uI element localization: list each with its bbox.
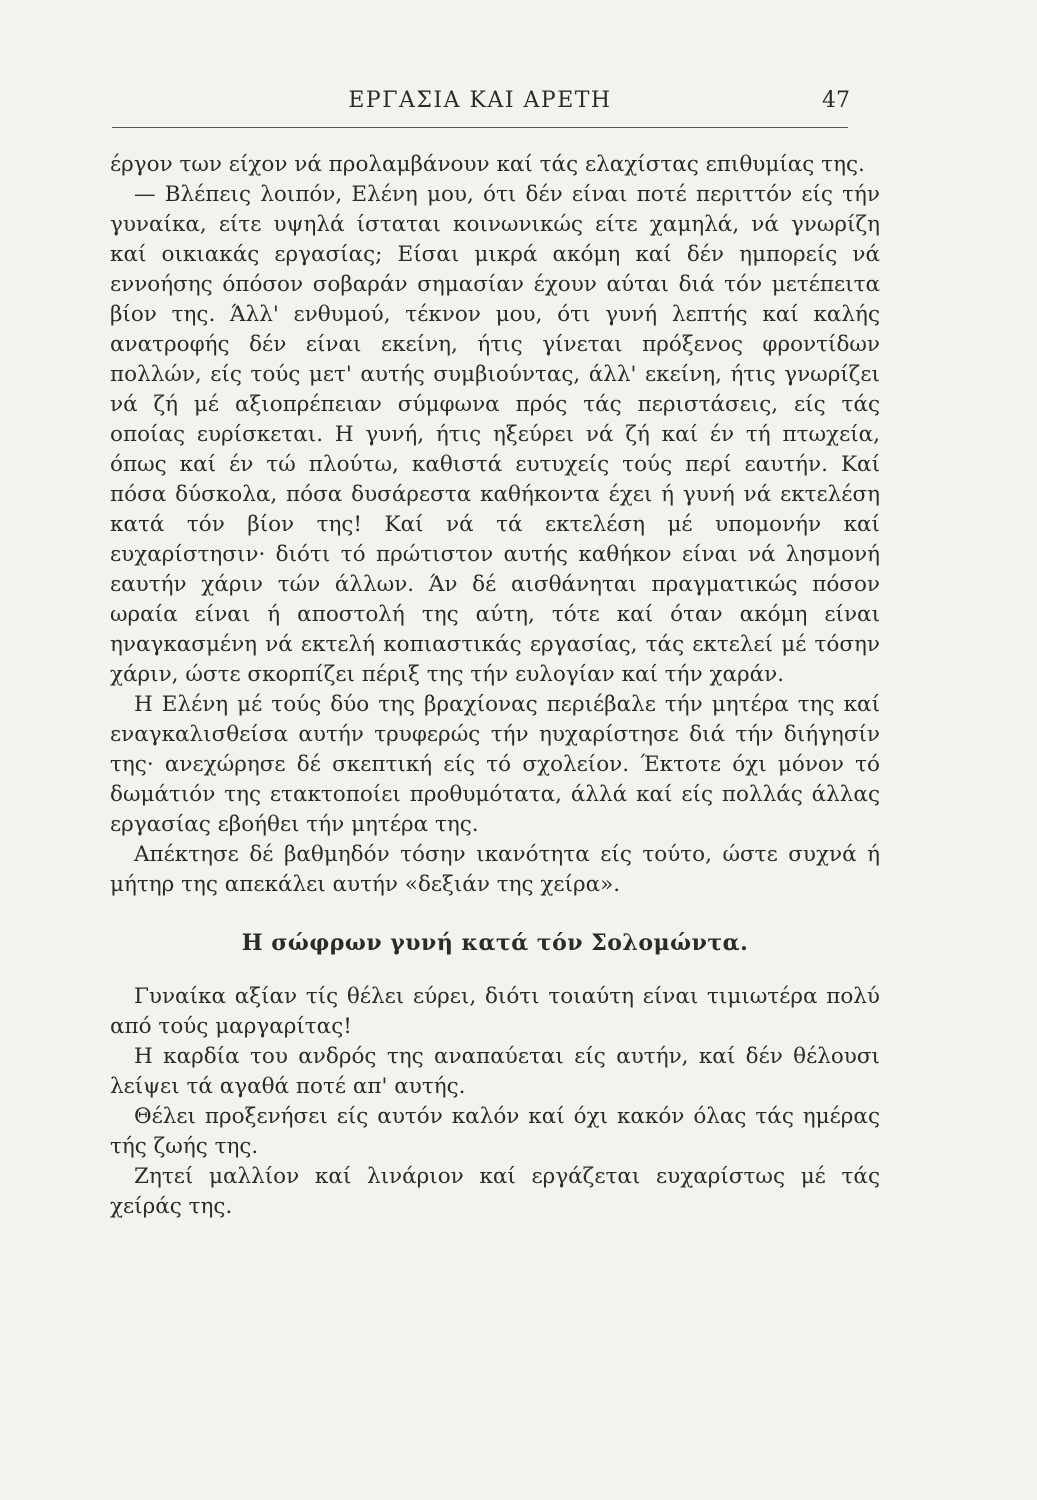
- paragraph: έργον των είχον νά προλαμβάνουν καί τάς ελαχίστας επιθυμίας της.: [110, 152, 865, 177]
- paragraph: Η Ελένη μέ τούς δύο της βραχίονας περιέβαλε τήν μητέρα της καί εναγκαλισθείσα αυτήν τρυφερώς τήν ηυχαρίστησε διά τήν διήγησίν της· ανεχώρησε δέ σκεπτική είς τό σχολείον. Έκτοτε όχι μόνον τό δωμάτιόν της ετακτοποίει προθυμότατα, άλλά καί είς πολλάς άλλας εργασίας εβοήθει τήν μητέρα της.: [110, 692, 880, 837]
- paragraph: Απέκτησε δέ βαθμηδόν τόσην ικανότητα είς τούτο, ώστε συχνά ή μήτηρ της απεκάλει αυτήν «δεξιάν της χείρα».: [110, 842, 880, 897]
- paragraph: Η καρδία του ανδρός της αναπαύεται είς αυτήν, καί δέν θέλουσι λείψει τά αγαθά ποτέ απ' αυτής.: [110, 1044, 880, 1099]
- paragraph: Ζητεί μαλλίον καί λινάριον καί εργάζεται ευχαρίστως μέ τάς χείράς της.: [110, 1164, 880, 1219]
- page-number: 47: [822, 88, 850, 113]
- running-title: ΕΡΓΑΣΙΑ ΚΑΙ ΑΡΕΤΗ: [348, 88, 612, 113]
- paragraph: Γυναίκα αξίαν τίς θέλει εύρει, διότι τοιαύτη είναι τιμιωτέρα πολύ από τούς μαργαρίτας!: [110, 984, 880, 1039]
- paragraph: Θέλει προξενήσει είς αυτόν καλόν καί όχι κακόν όλας τάς ημέρας τής ζωής της.: [110, 1104, 880, 1159]
- section-title: Η σώφρων γυνή κατά τόν Σολομώντα.: [241, 930, 749, 956]
- text-body: [110, 150, 880, 1222]
- paragraph: — Βλέπεις λοιπόν, Ελένη μου, ότι δέν είναι ποτέ περιττόν είς τήν γυναίκα, είτε υψηλά ίσταται κοινωνικώς είτε χαμηλά, νά γνωρίζη καί οικιακάς εργασίας; Είσαι μικρά ακόμη καί δέν ημπορείς νά εννοήσης όπόσον σοβαράν σημασίαν έχουν αύται διά τόν μετέπειτα βίον της. Άλλ' ενθυμού, τέκνον μου, ότι γυνή λεπτής καί καλής ανατροφής δέν είναι εκείνη, ήτις γίνεται πρόξενος φροντίδων πολλών, είς τούς μετ' αυτής συμβιούντας, άλλ' εκείνη, ήτις γνωρίζει νά ζή μέ αξιοπρέπειαν σύμφωνα πρός τάς περιστάσεις, είς τάς οποίας ευρίσκεται. Η γυνή, ήτις ηξεύρει νά ζή καί έν τή πτωχεία, όπως καί έν τώ πλούτω, καθιστά ευτυχείς τούς περί εαυτήν. Καί πόσα δύσκολα, πόσα δυσάρεστα καθήκοντα έχει ή γυνή νά εκτελέση κατά τόν βίον της! Καί νά τά εκτελέση μέ υπομονήν καί ευχαρίστησιν· διότι τό πρώτιστον αυτής καθήκον είναι νά λησμονή εαυτήν χάριν τών άλλων. Άν δέ αισθάνηται πραγματικώς πόσον ωραία είναι ή αποστολή της αύτη, τότε καί όταν ακόμη είναι ηναγκασμένη νά εκτελή κοπιαστικάς εργασίας, τάς εκτελεί μέ τόσην χάριν, ώστε σκορπίζει πέριξ της τήν ευλογίαν καί τήν χαράν.: [110, 182, 880, 687]
- page-header: [110, 88, 850, 124]
- header-rule: [112, 127, 848, 128]
